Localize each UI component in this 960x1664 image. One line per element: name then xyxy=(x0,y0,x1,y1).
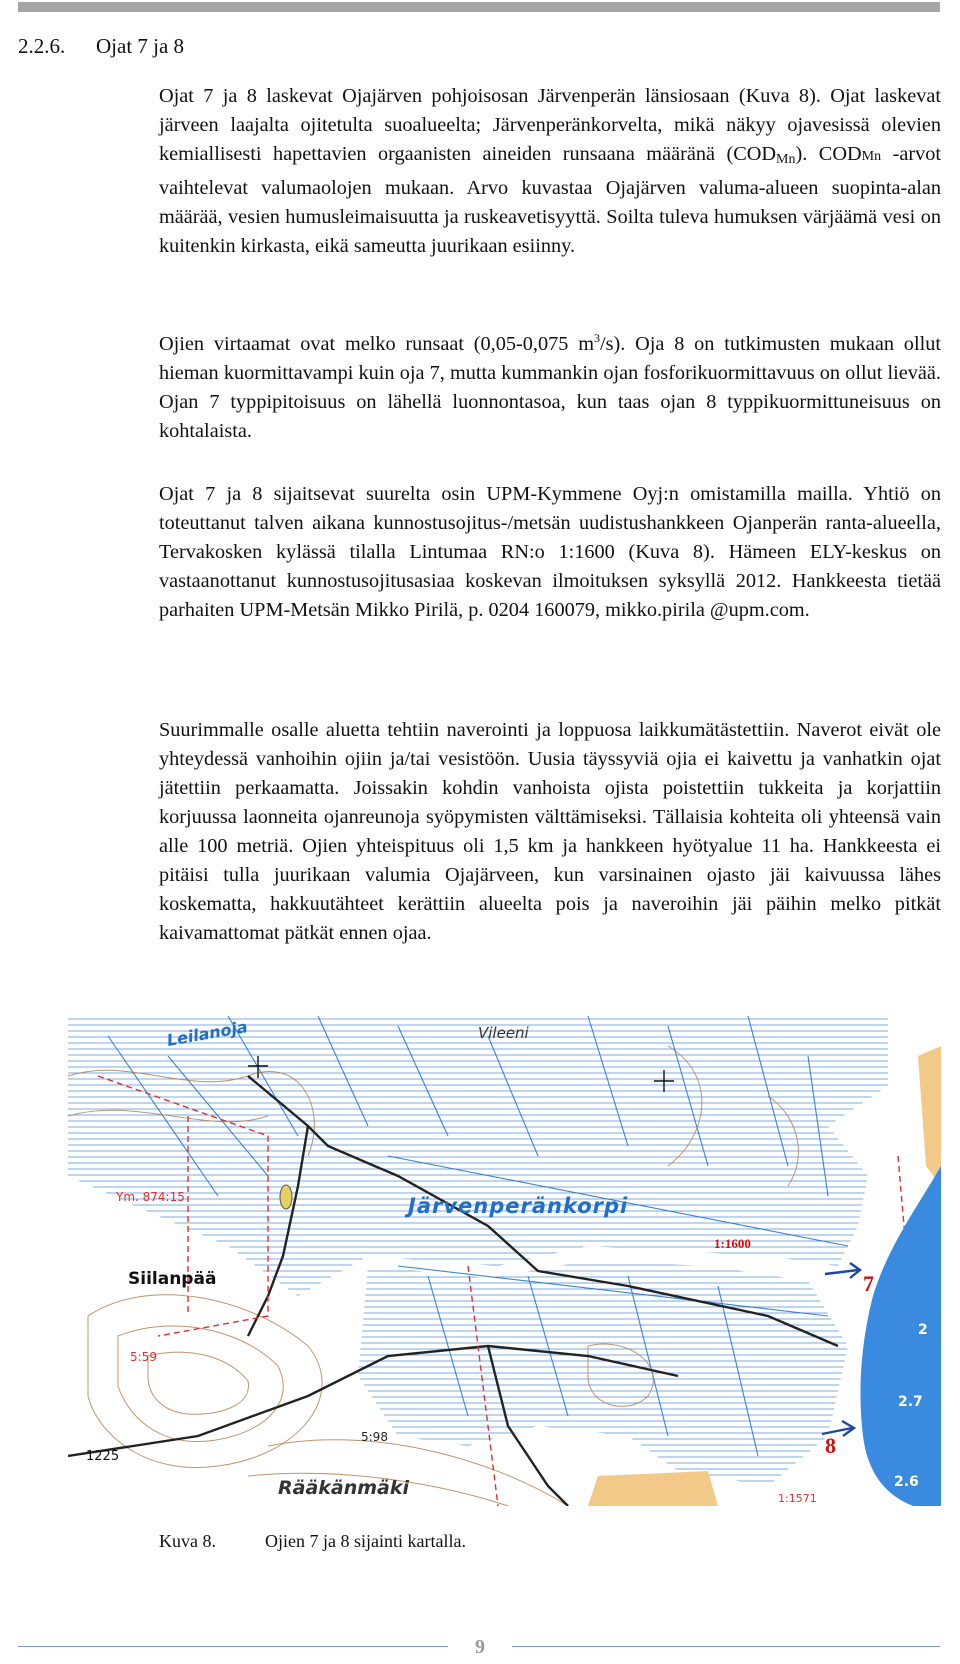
map-label-depth-26: 2.6 xyxy=(894,1474,919,1490)
section-number: 2.2.6. xyxy=(18,34,66,58)
map-label-ditch-8: 8 xyxy=(825,1433,836,1458)
figure-caption xyxy=(159,1531,466,1552)
p1-subscript: Mn xyxy=(776,152,796,167)
footer-line-right xyxy=(512,1646,940,1647)
map-label-siilanpaa: Siilanpää xyxy=(128,1269,217,1289)
map-label-depth-2: 2 xyxy=(918,1322,928,1338)
map-figure xyxy=(68,1016,941,1506)
p1-mn: Mn xyxy=(861,149,882,164)
p2-superscript: 3 xyxy=(594,331,600,346)
caption-label: Kuva 8. xyxy=(159,1531,216,1551)
section-title: Ojat 7 ja 8 xyxy=(96,34,185,58)
map-label-559: 5:59 xyxy=(130,1350,157,1364)
p2-text-a: Ojien virtaamat ovat melko runsaat (0,05-0,075 m xyxy=(159,333,594,355)
paragraph-2 xyxy=(159,330,941,446)
hill-marker xyxy=(280,1185,292,1209)
map-label-ditch-7: 7 xyxy=(863,1271,874,1296)
map-label-raakanmaki: Rääkänmäki xyxy=(278,1477,410,1499)
page-number: 9 xyxy=(475,1636,485,1658)
p1-text-b: ). COD xyxy=(795,143,862,165)
field-area-south xyxy=(588,1471,718,1506)
map-label-vileeni: Vileeni xyxy=(478,1024,529,1042)
map-label-scale: 1:1600 xyxy=(714,1236,751,1251)
p1-text-a: Ojat 7 ja 8 laskevat Ojajärven pohjoisosan Järvenperän länsiosaan (Kuva 8). Ojat laskevat järveen laajalta ojitetulta suoalueelta; Järvenperänkorvelta, mikä näkyy ojavesissä olevien kemiallisesti hapettavien orgaanisten aineiden runsaana määränä (COD xyxy=(159,85,941,165)
top-rule xyxy=(18,2,940,12)
paragraph-1 xyxy=(159,82,941,261)
caption-text: Ojien 7 ja 8 sijainti kartalla. xyxy=(265,1531,466,1551)
map-label-598: 5:98 xyxy=(361,1430,388,1444)
p1-text-c: -arvot vaihtelevat valumaolojen mukaan. Arvo kuvastaa Ojajärven valuma-alueen suopinta-alan määrää, vesien humusleimaisuutta ja ruskeavetisyyttä. Soilta tuleva humuksen värjäämä vesi on kuitenkin kirkasta, eikä sameutta juurikaan esiinny. xyxy=(159,143,942,257)
paragraph-3: Ojat 7 ja 8 sijaitsevat suurelta osin UPM-Kymmene Oyj:n omistamilla mailla. Yhtiö on toteuttanut talven aikana kunnostusojitus-/metsän uudistushankkeen Ojanperän ranta-alueella, Tervakosken kylässä tilalla Lintumaa RN:o 1:1600 (Kuva 8). Hämeen ELY-keskus on vastaanottanut kunnostusojitusasiaa koskevan ilmoituksen syksyllä 2012. Hankkeesta tietää parhaiten UPM-Metsän Mikko Pirilä, p. 0204 160079, mikko.pirila @upm.com. xyxy=(159,483,941,621)
map-label-jarvenperankorpi: Järvenperänkorpi xyxy=(408,1194,629,1218)
map-label-ym: Ym. 874:15 xyxy=(116,1190,185,1204)
paragraph-4: Suurimmalle osalle aluetta tehtiin naverointi ja loppuosa laikkumätästettiin. Naverot eivät ole yhteydessä vanhoihin ojiin ja/tai vesistöön. Uusia täyssyviä ojia ei kaivettu ja vanhatkin ojat jätettiin perkaamatta. Joissakin kohdin vanhoista ojista poistettiin tukkeita ja korjattiin korjuussa laonneita ojanreunoja syöpymisten välttämiseksi. Tällaisia kohteita oli yhteensä vain alle 100 metriä. Ojien yhteispituus oli 1,5 km ja hankkeen hyötyalue 11 ha. Hankkeesta ei pitäisi tulla juurikaan valumia Ojajärveen, kun varsinainen ojasto jäi kaivuussa lähes koskematta, hakkuutähteet kerättiin alueelta pois ja naveroihin jäi päihin melko pitkät kaivamattomat pätkät ennen ojaa. xyxy=(159,719,941,944)
map-label-11571: 1:1571 xyxy=(778,1492,817,1505)
p2-text-b: /s). Oja 8 on tutkimusten mukaan ollut hieman kuormittavampi kuin oja 7, mutta kummankin ojan fosforikuormittavuus on ollut lievää. Ojan 7 typpipitoisuus on lähellä luonnontasoa, kun taas ojan 8 typpikuormittuneisuus on kohtalaista. xyxy=(159,333,941,442)
map-label-1225: 1225 xyxy=(86,1449,120,1464)
footer-line-left xyxy=(18,1646,448,1647)
map-label-depth-27: 2.7 xyxy=(898,1394,923,1410)
topographic-map xyxy=(68,1016,941,1506)
section-heading xyxy=(18,34,184,59)
map-label-leilanoja: Leilanoja xyxy=(165,1017,249,1050)
